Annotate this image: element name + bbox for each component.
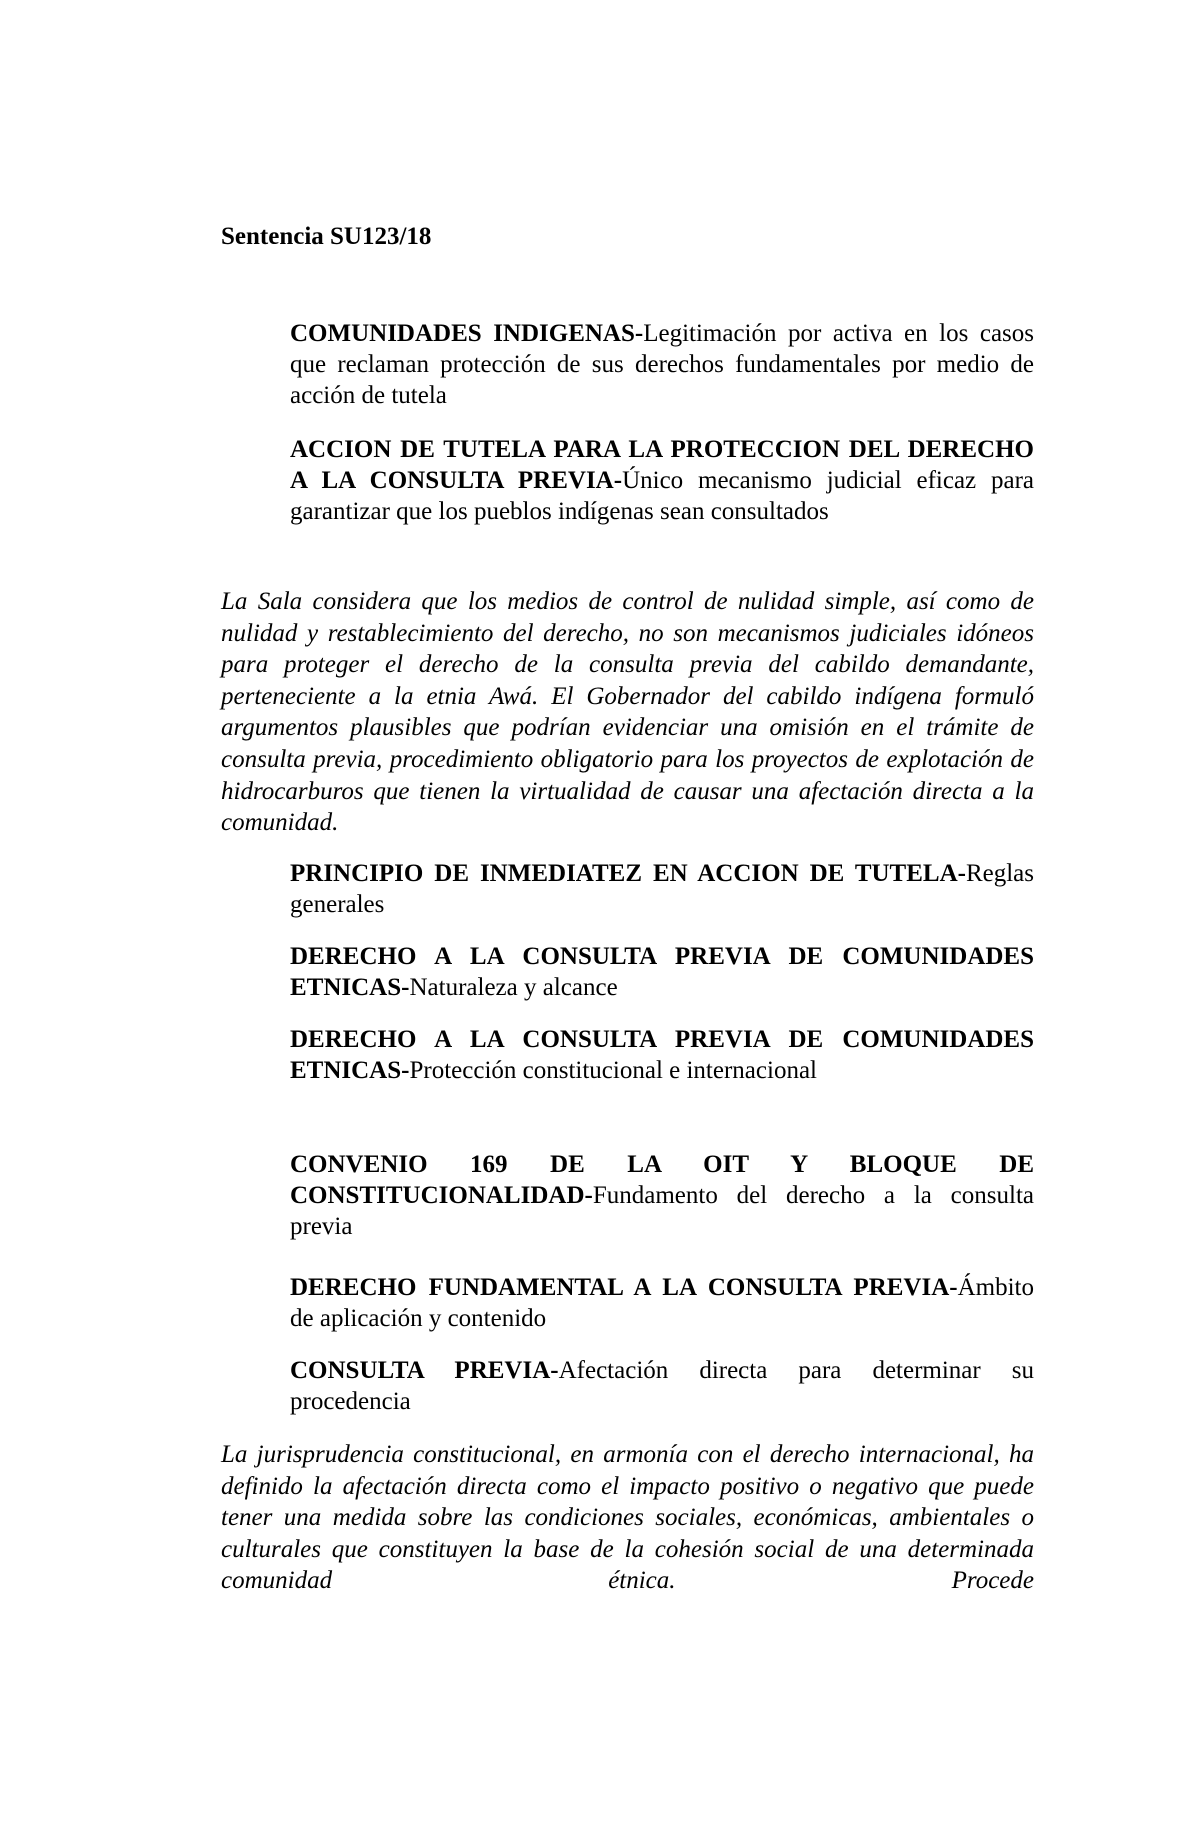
descriptor-text: Afectación directa para determinar su procedencia [290,1357,1034,1415]
descriptor-heading: CONVENIO 169 DE LA OIT Y BLOQUE DE CONSTITUCIONALIDAD- [290,1151,1034,1209]
descriptor-text: Legitimación por activa en los casos que reclaman protección de sus derechos fundamentales por medio de acción de tutela [290,320,1034,409]
descriptor-heading: DERECHO A LA CONSULTA PREVIA DE COMUNIDADES ETNICAS- [290,1026,1034,1084]
descriptor-heading: ACCION DE TUTELA PARA LA PROTECCION DEL DERECHO A LA CONSULTA PREVIA- [290,436,1034,494]
descriptor-heading: PRINCIPIO DE INMEDIATEZ EN ACCION DE TUTELA- [290,860,966,887]
descriptor-heading: COMUNIDADES INDIGENAS- [290,320,644,347]
descriptor-entry [290,1024,1034,1086]
descriptor-text: Único mecanismo judicial eficaz para garantizar que los pueblos indígenas sean consultados [290,467,1034,525]
descriptor-text: Protección constitucional e internacional [409,1057,817,1084]
descriptor-entry [290,318,1034,411]
descriptor-text: Naturaleza y alcance [409,974,618,1001]
descriptor-heading: DERECHO FUNDAMENTAL A LA CONSULTA PREVIA- [290,1274,958,1301]
document-title: Sentencia SU123/18 [221,223,432,250]
descriptor-heading: CONSULTA PREVIA- [290,1357,559,1384]
descriptor-entry [290,434,1034,527]
descriptor-text: Reglas generales [290,860,1034,918]
descriptor-text: Fundamento del derecho a la consulta previa [290,1182,1034,1240]
descriptor-entry [290,1149,1034,1242]
descriptor-heading: DERECHO A LA CONSULTA PREVIA DE COMUNIDADES ETNICAS- [290,943,1034,1001]
summary-quote: La jurisprudencia constitucional, en armonía con el derecho internacional, ha definido la afectación directa como el impacto positivo o negativo que puede tener una medida sobre las condiciones sociales, económicas, ambientales o culturales que constituyen la base de la cohesión social de una determinada comunidad étnica. Procede [221,1441,1034,1595]
descriptor-entry [290,858,1034,920]
descriptor-entry [290,941,1034,1003]
descriptor-entry [290,1272,1034,1334]
descriptor-entry [290,1355,1034,1417]
summary-quote: La Sala considera que los medios de control de nulidad simple, así como de nulidad y restablecimiento del derecho, no son mecanismos judiciales idóneos para proteger el derecho de la consulta previa del cabildo demandante, perteneciente a la etnia Awá. El Gobernador del cabildo indígena formuló argumentos plausibles que podrían evidenciar una omisión en el trámite de consulta previa, procedimiento obligatorio para los proyectos de explotación de hidrocarburos que tienen la virtualidad de causar una afectación directa a la comunidad. [221,588,1034,837]
descriptor-text: Ámbito de aplicación y contenido [290,1274,1034,1332]
